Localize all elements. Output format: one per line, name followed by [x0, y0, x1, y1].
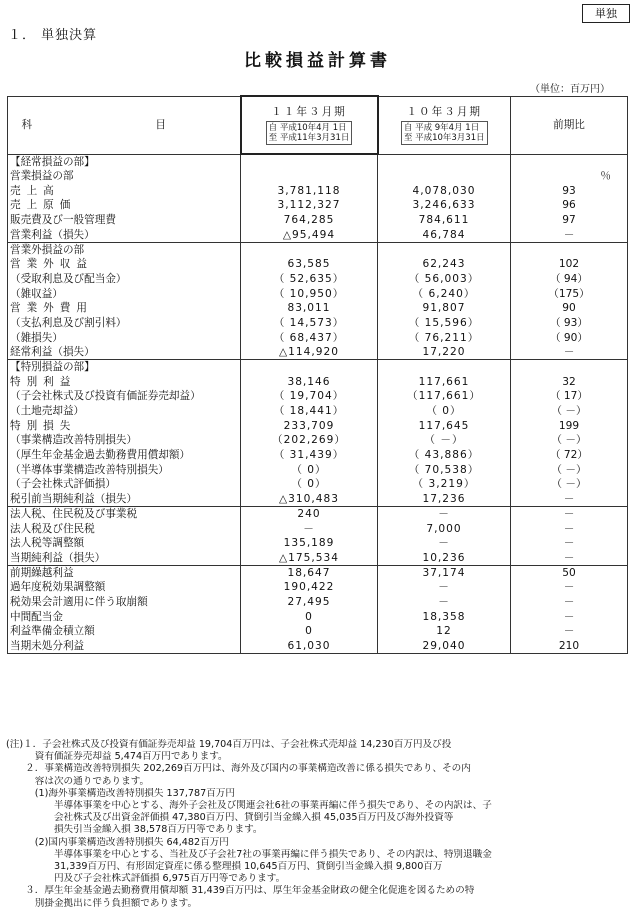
compare-value: （ －） — [511, 462, 628, 477]
compare-value: 50 — [511, 565, 628, 580]
previous-value: － — [378, 536, 511, 551]
compare-value: 96 — [511, 198, 628, 213]
current-value: （ 0） — [241, 477, 378, 492]
table-row — [8, 418, 628, 433]
previous-value: 3,246,633 — [378, 198, 511, 213]
compare-value: 199 — [511, 418, 628, 433]
compare-value: （ －） — [511, 433, 628, 448]
current-value: △310,483 — [241, 492, 378, 507]
footnote-line: 円及び子会社株式評価損 6,975百万円等であります。 — [6, 873, 286, 885]
current-value: △114,920 — [241, 345, 378, 360]
table-row — [8, 316, 628, 331]
table-row — [8, 639, 628, 654]
compare-value: － — [511, 580, 628, 595]
row-label: 【経常損益の部】 — [8, 154, 241, 169]
table-row — [8, 169, 628, 184]
previous-value: （ 6,240） — [378, 286, 511, 301]
footnote-line: 半導体事業を中心とする、当社及び子会社7社の事業再編に伴う損失であり、その内訳は、特別退職金 — [6, 848, 492, 860]
current-period-label: １１年３月期 — [271, 105, 347, 118]
compare-value: （ 72） — [511, 448, 628, 463]
compare-value: 32 — [511, 374, 628, 389]
compare-value: － — [511, 536, 628, 551]
previous-value: 12 — [378, 624, 511, 639]
row-label: （受取利息及び配当金） — [8, 272, 241, 287]
row-label: 営業損益の部 — [8, 169, 241, 184]
row-label: 売上高 — [8, 183, 241, 198]
compare-value: － — [511, 345, 628, 360]
row-label: （半導体事業構造改善特別損失） — [8, 462, 241, 477]
current-value: 61,030 — [241, 639, 378, 654]
current-period-range — [266, 121, 353, 145]
row-label: （事業構造改善特別損失） — [8, 433, 241, 448]
current-value: （ 10,950） — [241, 286, 378, 301]
row-label: 利益準備金積立額 — [8, 624, 241, 639]
current-value — [241, 169, 378, 184]
compare-value — [511, 242, 628, 257]
previous-value: （ 70,538） — [378, 462, 511, 477]
row-label: 販売費及び一般管理費 — [8, 213, 241, 228]
previous-value: － — [378, 507, 511, 522]
footnote-line: 半導体事業を中心とする、海外子会社及び関連会社6社の事業再編に伴う損失であり、その内訳は、子 — [6, 800, 492, 812]
previous-value: 117,661 — [378, 374, 511, 389]
compare-value: － — [511, 595, 628, 610]
current-value: （ 0） — [241, 462, 378, 477]
previous-value — [378, 154, 511, 169]
previous-value: （ 15,596） — [378, 316, 511, 331]
current-value: 135,189 — [241, 536, 378, 551]
previous-value: － — [378, 595, 511, 610]
current-value: （ 19,704） — [241, 389, 378, 404]
previous-value — [378, 360, 511, 375]
previous-value: 10,236 — [378, 551, 511, 566]
row-label: （支払利息及び割引料） — [8, 316, 241, 331]
row-label: （土地売却益） — [8, 404, 241, 419]
table-row — [8, 286, 628, 301]
table-row — [8, 580, 628, 595]
compare-value: － — [511, 521, 628, 536]
table-row — [8, 595, 628, 610]
current-value: 27,495 — [241, 595, 378, 610]
header-item: 科 目 — [8, 96, 241, 154]
previous-value: 784,611 — [378, 213, 511, 228]
current-value: △175,534 — [241, 551, 378, 566]
previous-value: － — [378, 580, 511, 595]
table-row — [8, 609, 628, 624]
unit-label: （単位：百万円） — [530, 84, 610, 95]
compare-value: （ 90） — [511, 330, 628, 345]
table-row — [8, 624, 628, 639]
previous-value: 17,236 — [378, 492, 511, 507]
compare-value: － — [511, 624, 628, 639]
table-row — [8, 507, 628, 522]
income-statement-table — [7, 95, 628, 654]
previous-period-range — [401, 121, 488, 145]
compare-value: 97 — [511, 213, 628, 228]
previous-value — [378, 169, 511, 184]
current-value: 233,709 — [241, 418, 378, 433]
footnote-line: 別掛金拠出に伴う負担額であります。 — [6, 897, 198, 909]
compare-value: （ －） — [511, 404, 628, 419]
row-label: 経常利益（損失） — [8, 345, 241, 360]
table-row — [8, 448, 628, 463]
compare-value: － — [511, 492, 628, 507]
current-value: （ 52,635） — [241, 272, 378, 287]
compare-value: 90 — [511, 301, 628, 316]
footnote-line: 資有価証券売却益 5,474百万円であります。 — [6, 751, 228, 763]
current-value: （ 68,437） — [241, 330, 378, 345]
row-label: 売上原価 — [8, 198, 241, 213]
previous-value: 37,174 — [378, 565, 511, 580]
compare-value — [511, 154, 628, 169]
header-current-period — [241, 96, 378, 154]
current-value: 3,781,118 — [241, 183, 378, 198]
row-label: 営業外費用 — [8, 301, 241, 316]
row-label: 法人税、住民税及び事業税 — [8, 507, 241, 522]
footnotes — [6, 739, 631, 910]
table-row — [8, 404, 628, 419]
previous-value: 91,807 — [378, 301, 511, 316]
table-row — [8, 374, 628, 389]
previous-value: （ 0） — [378, 404, 511, 419]
current-value — [241, 154, 378, 169]
table-row — [8, 227, 628, 242]
current-value: 63,585 — [241, 257, 378, 272]
compare-value — [511, 360, 628, 375]
row-label: 営業外損益の部 — [8, 242, 241, 257]
compare-value: 93 — [511, 183, 628, 198]
table-row — [8, 154, 628, 169]
table-row — [8, 198, 628, 213]
row-label: 前期繰越利益 — [8, 565, 241, 580]
compare-value: － — [511, 609, 628, 624]
previous-value: （ 43,886） — [378, 448, 511, 463]
current-value: 0 — [241, 624, 378, 639]
previous-value: （ 56,003） — [378, 272, 511, 287]
current-value — [241, 360, 378, 375]
table-row — [8, 272, 628, 287]
current-value: 240 — [241, 507, 378, 522]
current-value: 190,422 — [241, 580, 378, 595]
page-title: 比較損益計算書 — [244, 51, 391, 71]
compare-value: （175） — [511, 286, 628, 301]
current-value: 764,285 — [241, 213, 378, 228]
compare-value: （ 17） — [511, 389, 628, 404]
row-label: 税効果会計適用に伴う取崩額 — [8, 595, 241, 610]
row-label: （厚生年金基金過去勤務費用償却額） — [8, 448, 241, 463]
previous-value — [378, 242, 511, 257]
footnote-line: (注)１．子会社株式及び投資有価証券売却益 19,704百万円は、子会社株式売却益 14,230百万円及び投 — [6, 739, 452, 750]
table-row — [8, 521, 628, 536]
table-row — [8, 492, 628, 507]
table-row — [8, 360, 628, 375]
current-value: △95,494 — [241, 227, 378, 242]
row-label: （雑収益） — [8, 286, 241, 301]
row-label: （雑損失） — [8, 330, 241, 345]
previous-value: （ 76,211） — [378, 330, 511, 345]
previous-period-from: 自 平成 9年4月 1日 — [403, 122, 480, 133]
previous-value: 18,358 — [378, 609, 511, 624]
compare-value: 102 — [511, 257, 628, 272]
row-label: 【特別損益の部】 — [8, 360, 241, 375]
compare-value: （ －） — [511, 477, 628, 492]
row-label: 営業外収益 — [8, 257, 241, 272]
row-label: 過年度税効果調整額 — [8, 580, 241, 595]
current-value: － — [241, 521, 378, 536]
row-label: 当期未処分利益 — [8, 639, 241, 654]
current-value: 0 — [241, 609, 378, 624]
table-row — [8, 330, 628, 345]
table-row — [8, 433, 628, 448]
previous-value: 29,040 — [378, 639, 511, 654]
current-value: （ 31,439） — [241, 448, 378, 463]
compare-value: － — [511, 507, 628, 522]
previous-value: （ 3,219） — [378, 477, 511, 492]
table-row — [8, 389, 628, 404]
row-label: （子会社株式評価損） — [8, 477, 241, 492]
previous-period-to: 至 平成10年3月31日 — [403, 132, 485, 143]
footnote-line: ３．厚生年金基金過去勤務費用償却額 31,439百万円は、厚生年金基金財政の健全化促進を図るための特 — [6, 885, 475, 897]
current-value: 3,112,327 — [241, 198, 378, 213]
current-value: 18,647 — [241, 565, 378, 580]
header-compare: 前期比 — [511, 96, 628, 154]
current-value: （202,269） — [241, 433, 378, 448]
current-period-to: 至 平成11年3月31日 — [268, 132, 350, 143]
table-row — [8, 462, 628, 477]
row-label: 特別利益 — [8, 374, 241, 389]
current-value — [241, 242, 378, 257]
row-label: 当期純利益（損失） — [8, 551, 241, 566]
row-label: 営業利益（損失） — [8, 227, 241, 242]
table-row — [8, 477, 628, 492]
footnote-line: 会社株式及び出資金評価損 47,380百万円、貸倒引当金繰入損 45,035百万円及び海外投資等 — [6, 812, 454, 824]
row-label: 税引前当期純利益（損失） — [8, 492, 241, 507]
current-value: （ 14,573） — [241, 316, 378, 331]
table-row — [8, 183, 628, 198]
compare-value: － — [511, 551, 628, 566]
row-label: 中間配当金 — [8, 609, 241, 624]
footnote-line: (1)海外事業構造改善特別損失 137,787百万円 — [6, 787, 235, 799]
current-period-from: 自 平成10年4月 1日 — [268, 122, 347, 133]
compare-value: （ 94） — [511, 272, 628, 287]
current-value: 38,146 — [241, 374, 378, 389]
previous-value: 7,000 — [378, 521, 511, 536]
row-label: （子会社株式及び投資有価証券売却益） — [8, 389, 241, 404]
compare-value: （ 93） — [511, 316, 628, 331]
table-header-row — [8, 96, 628, 154]
footnote-line: (2)国内事業構造改善特別損失 64,482百万円 — [6, 836, 229, 848]
previous-value: 46,784 — [378, 227, 511, 242]
footnote-line: 31,339百万円、有形固定資産に係る整理損 10,645百万円、貸倒引当金繰入損 9,800百万 — [6, 861, 443, 873]
previous-value: 117,645 — [378, 418, 511, 433]
section-heading: １． 単独決算 — [8, 28, 98, 43]
previous-value: 4,078,030 — [378, 183, 511, 198]
header-previous-period — [378, 96, 511, 154]
table-row — [8, 242, 628, 257]
table-row — [8, 345, 628, 360]
previous-period-label: １０年３月期 — [406, 105, 483, 118]
previous-value: 17,220 — [378, 345, 511, 360]
row-label: 特別損失 — [8, 418, 241, 433]
table-row — [8, 301, 628, 316]
previous-value: （117,661） — [378, 389, 511, 404]
footnote-line: 損失引当金繰入損 38,578百万円等であります。 — [6, 824, 263, 836]
table-row — [8, 536, 628, 551]
current-value: 83,011 — [241, 301, 378, 316]
table-row — [8, 213, 628, 228]
standalone-badge: 単独 — [582, 4, 630, 23]
row-label: 法人税及び住民税 — [8, 521, 241, 536]
table-row — [8, 551, 628, 566]
footnote-line: ２．事業構造改善特別損失 202,269百万円は、海外及び国内の事業構造改善に係る損失であり、その内 — [6, 763, 471, 775]
footnote-line: 容は次の通りであります。 — [6, 775, 150, 787]
compare-value: ％ — [511, 169, 628, 184]
compare-value: 210 — [511, 639, 628, 654]
row-label: 法人税等調整額 — [8, 536, 241, 551]
previous-value: （ －） — [378, 433, 511, 448]
current-value: （ 18,441） — [241, 404, 378, 419]
previous-value: 62,243 — [378, 257, 511, 272]
table-row — [8, 565, 628, 580]
table-row — [8, 257, 628, 272]
compare-value: － — [511, 227, 628, 242]
